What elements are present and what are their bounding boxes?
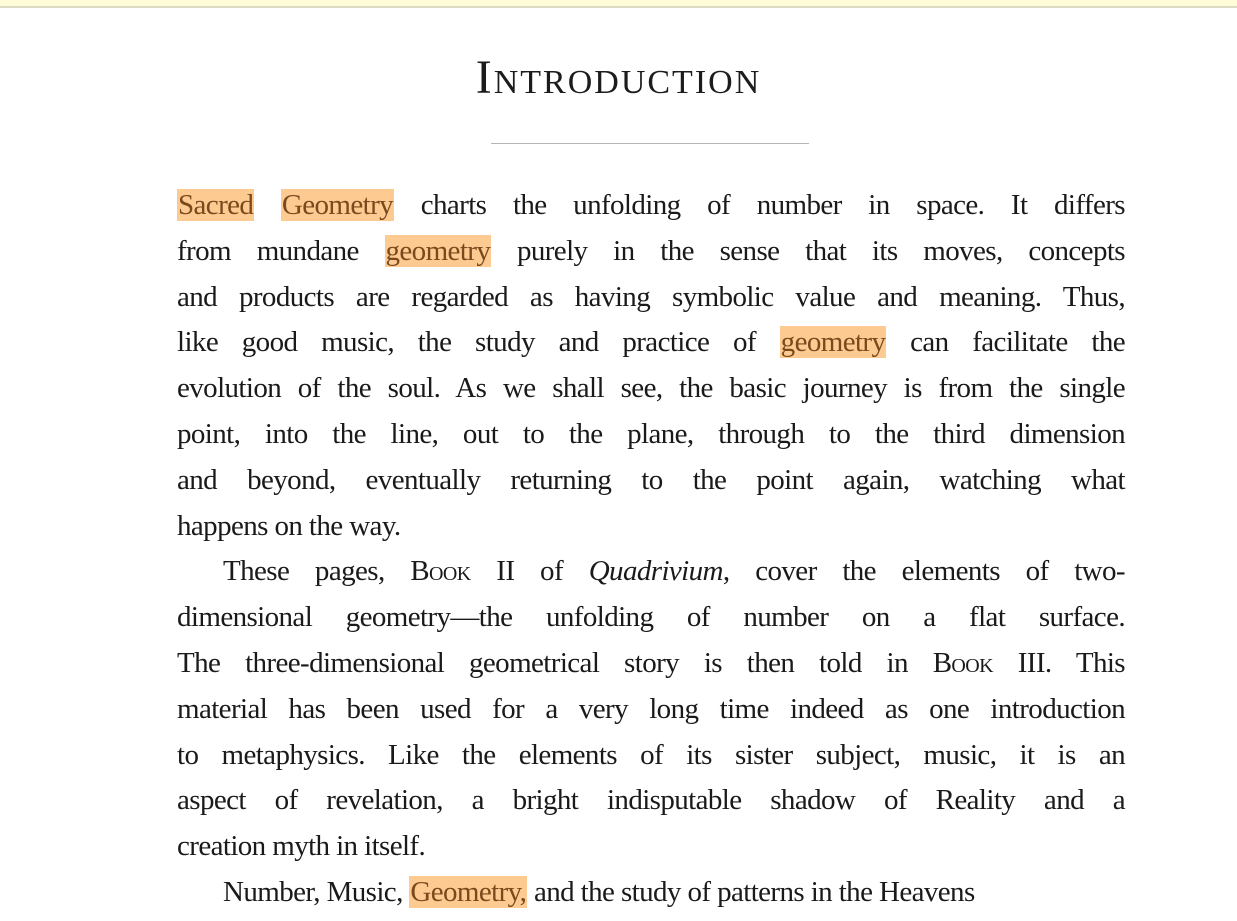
text-line: [177, 733, 1125, 779]
text-run: aspect of revelation, a bright indisputable shadow of Reality and a: [177, 784, 1125, 817]
small-caps-text: Book II: [410, 555, 515, 588]
italic-title: Quadrivium: [588, 555, 723, 588]
page-title: Introduction: [475, 51, 762, 104]
text-line: [177, 366, 1125, 412]
text-line: [177, 549, 1125, 595]
text-run: dimensional geometry—the unfolding of number on a flat surface.: [177, 601, 1125, 634]
text-run: of: [514, 555, 589, 588]
search-highlight[interactable]: geometry: [780, 326, 886, 359]
text-run: These pages,: [223, 555, 411, 588]
text-line: [177, 778, 1125, 824]
text-run: point, into the line, out to the plane, through to the third dimension: [177, 417, 1125, 450]
text-line: [177, 504, 1125, 550]
document-body: [177, 183, 1125, 916]
text-run: evolution of the soul. As we shall see, the basic journey is from the single: [177, 372, 1125, 405]
text-line: [177, 870, 1125, 916]
text-run: can facilitate the: [886, 326, 1125, 359]
text-line: [177, 412, 1125, 458]
title-divider: [491, 143, 809, 144]
text-run: creation myth in itself.: [177, 830, 426, 863]
search-highlight[interactable]: Sacred: [178, 189, 254, 221]
text-run: purely in the sense that its moves, concepts: [491, 234, 1125, 267]
text-line: [177, 458, 1125, 504]
text-run: The three-dimensional geometrical story is then told in: [177, 646, 933, 679]
paragraph: [177, 183, 1125, 549]
search-highlight[interactable]: Geometry,: [410, 875, 527, 908]
text-run: like good music, the study and practice of: [177, 326, 780, 359]
text-line: [177, 229, 1125, 275]
text-line: [177, 183, 1125, 229]
text-run: Number, Music,: [223, 875, 410, 908]
header-bar: [0, 0, 1237, 8]
text-run: from mundane: [177, 234, 385, 267]
text-line: [177, 687, 1125, 733]
text-run: and products are regarded as having symbolic value and meaning. Thus,: [177, 280, 1125, 313]
text-run: and the study of patterns in the Heavens: [527, 875, 975, 908]
text-run: . This: [1044, 646, 1125, 679]
text-run: , cover the elements of two-: [722, 555, 1125, 588]
text-run: [254, 189, 281, 221]
text-line: [177, 275, 1125, 321]
paragraph: [177, 870, 1125, 916]
text-line: [177, 595, 1125, 641]
text-run: happens on the way.: [177, 509, 401, 542]
search-highlight[interactable]: geometry: [385, 234, 491, 267]
text-line: [177, 824, 1125, 870]
text-run: charts the unfolding of number in space. It differs: [394, 189, 1125, 221]
text-run: and beyond, eventually returning to the point again, watching what: [177, 463, 1125, 496]
text-line: [177, 641, 1125, 687]
text-run: material has been used for a very long time indeed as one introduction: [177, 692, 1125, 725]
small-caps-text: Book III: [932, 646, 1045, 679]
search-highlight[interactable]: Geometry: [281, 189, 394, 221]
text-run: to metaphysics. Like the elements of its sister subject, music, it is an: [177, 738, 1125, 771]
paragraph: [177, 549, 1125, 870]
text-line: [177, 320, 1125, 366]
